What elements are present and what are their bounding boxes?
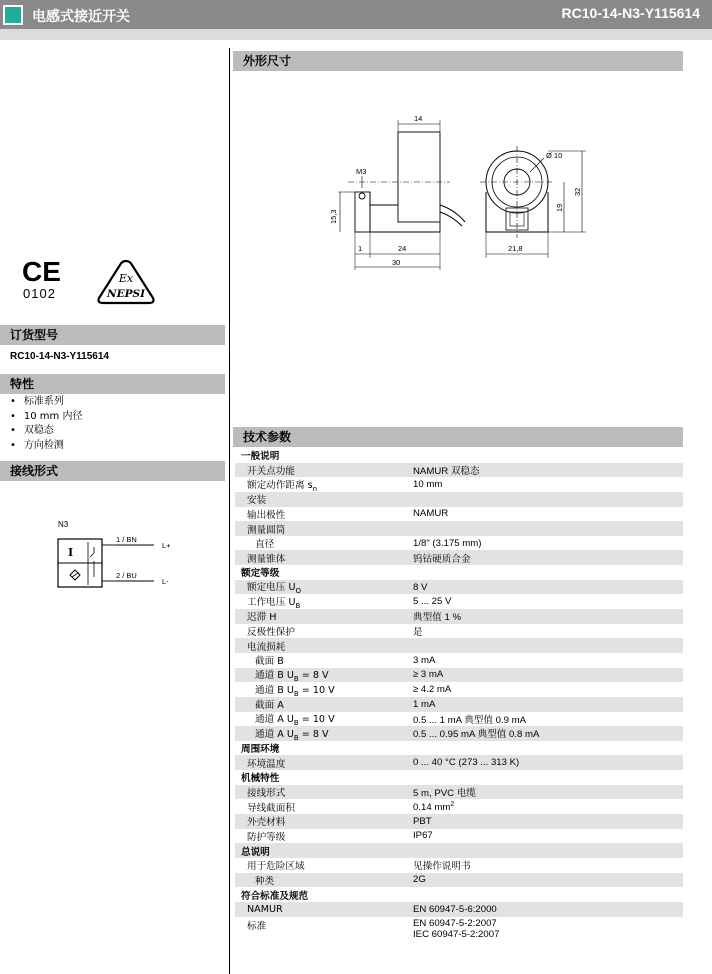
tech-row-value: IP67 [413,830,433,842]
section-wiring-heading: 接线形式 [0,461,225,481]
tech-row [235,550,683,565]
feature-item: • 双稳态 [10,424,82,439]
tech-row-value: 1 mA [413,698,436,710]
feature-item: • 10 mm 内径 [10,410,82,425]
tech-row-label: 工作电压 $U_B$ [247,596,301,610]
tech-row-value: 见操作说明书 [413,861,471,873]
tech-group-heading [235,843,683,858]
nepsi-label: NEPSI [107,288,145,300]
tech-row [235,697,683,712]
terminal-minus: L- [162,577,169,586]
tech-row-value: PBT [413,815,432,827]
tech-row [235,829,683,844]
tech-row-label: 通道 B $U_B = 8$ V [255,669,329,683]
tech-row [235,785,683,800]
tech-row [235,521,683,536]
tech-row-value: 3 mA [413,654,436,666]
tech-data-table [235,448,683,943]
tech-row [235,902,683,917]
tech-row-value: 5 m, PVC 电缆 [413,788,476,800]
tech-row-label: 通道 A $U_B = 8$ V [255,728,329,742]
tech-row-value: ≥ 4.2 mA [413,684,452,696]
section-tech-heading: 技术参数 [233,427,683,447]
tech-row [235,653,683,668]
section-dimensions-heading: 外形尺寸 [233,51,683,71]
tech-row-value: NAMUR 双稳态 [413,465,480,477]
tech-row [235,609,683,624]
tech-row-label: 截面 A [255,700,284,712]
dimension-drawing [320,110,610,280]
tech-group-label: 额定等级 [241,568,280,580]
tech-row-value: 1/8" (3.175 mm) [413,537,482,549]
dim-19: 19 [555,203,564,212]
dim-14: 14 [414,114,423,123]
tech-row-label: 标准 [247,920,267,932]
tech-row-label: 测量锥体 [247,553,286,565]
tech-row-label: 外壳材料 [247,817,286,829]
tech-row-value: 2G [413,874,426,886]
tech-row [235,594,683,609]
brand-square-icon [3,5,23,25]
tech-row [235,814,683,829]
tech-row-value: 0 ... 40 °C (273 ... 313 K) [413,757,520,769]
tech-row [235,463,683,478]
tech-row [235,638,683,653]
tech-row-label: 额定动作距离 $s_n$ [247,479,318,493]
header-model-number: RC10-14-N3-Y115614 [561,5,700,21]
column-divider [229,48,230,974]
tech-row [235,917,683,943]
tech-row-label: 环境温度 [247,758,286,770]
tech-row-value: EN 60947-5-2:2007 IEC 60947-5-2:2007 [413,917,500,940]
tech-row-value: 典型值 1 % [413,612,461,624]
dim-diameter-10: Ø 10 [546,151,563,160]
tech-group-heading [235,887,683,902]
tech-row-label: 反极性保护 [247,627,295,638]
tech-row-label: 种类 [255,875,275,887]
tech-row [235,668,683,683]
sensor-symbol: I [68,546,74,559]
tech-row-label: 防护等级 [247,831,286,843]
tech-row [235,624,683,639]
tech-row-label: 用于危险区域 [247,861,305,873]
tech-row-label: 输出极性 [247,509,286,521]
tech-row [235,536,683,551]
tech-row-label: 开关点功能 [247,465,295,477]
tech-row-value: 0.14 $mm^2$ [413,800,455,813]
tech-row-label: NAMUR [247,903,283,915]
tech-group-heading [235,770,683,785]
sensor-side-view [398,132,440,222]
tech-row [235,799,683,814]
order-model-number: RC10-14-N3-Y115614 [10,351,109,362]
tech-group-label: 一般说明 [241,451,280,463]
tech-row [235,477,683,492]
tech-row-value: EN 60947-5-6:2000 [413,903,497,915]
tech-row [235,755,683,770]
ex-label: Ex [118,272,134,285]
tech-row [235,507,683,522]
nepsi-ex-icon [94,258,158,306]
dim-m3: M3 [356,167,367,176]
tech-row-value: 0.5 ... 0.95 mA 典型值 0.8 mA [413,729,540,741]
dim-24: 24 [398,244,407,253]
tech-row-value: 是 [413,627,423,638]
ce-number: 0102 [23,286,56,301]
cable [440,205,465,226]
wiring-label: N3 [58,520,69,529]
section-features-heading: 特性 [0,374,225,394]
feature-item: • 方向检测 [10,439,82,454]
tech-row-label: 安装 [247,495,267,507]
tech-row [235,858,683,873]
tech-group-label: 周围环境 [241,744,280,756]
dim-15-3: 15,3 [329,209,338,224]
tech-row-label: 测量圆筒 [247,524,286,536]
tech-group-heading [235,741,683,756]
tech-row [235,682,683,697]
features-list [10,395,82,453]
wire2-label: 2 / BU [116,571,137,580]
tech-group-label: 符合标准及规范 [241,890,309,902]
tech-row [235,712,683,727]
section-order-heading: 订货型号 [0,325,225,345]
tech-row-label: 电流损耗 [247,641,286,653]
tech-row-value: 10 mm [413,479,443,491]
header-bar [0,0,712,29]
dim-30: 30 [392,258,401,267]
tech-row-value: 8 V [413,581,428,593]
tech-row-label: 截面 B [255,656,284,668]
tech-group-label: 总说明 [241,846,270,858]
terminal-plus: L+ [162,541,171,550]
tech-row-label: 迟滞 H [247,612,277,624]
tech-group-heading [235,448,683,463]
tech-row-value: ≥ 3 mA [413,669,444,681]
ce-mark-icon: CE [22,256,61,287]
tech-row-label: 接线形式 [247,788,286,800]
wire1-label: 1 / BN [116,535,137,544]
tech-row-value: 0.5 ... 1 mA 典型值 0.9 mA [413,714,527,726]
tech-row-value: 5 ... 25 V [413,596,452,608]
header-subbar [0,29,712,40]
tech-row-label: 直径 [255,539,275,551]
tech-row-label: 导线截面积 [247,802,295,814]
tech-row [235,492,683,507]
m3-screw-icon [359,193,365,199]
dim-1: 1 [358,244,363,253]
dim-21-8: 21,8 [508,244,523,253]
tech-row-value: NAMUR [413,508,449,520]
tech-row-label: 通道 A $U_B = 10$ V [255,713,335,727]
tech-row-label: 通道 B $U_B = 10$ V [255,684,335,698]
tech-row-label: 额定电压 $U_O$ [247,582,301,596]
page-title: 电感式接近开关 [32,9,130,25]
tech-row-value: 钨钴硬质合金 [413,553,471,565]
tech-group-label: 机械特性 [241,773,280,785]
tech-row [235,873,683,888]
feature-item: • 标准系列 [10,395,82,410]
tech-group-heading [235,565,683,580]
wiring-diagram [50,515,190,595]
tech-row [235,580,683,595]
tech-row [235,726,683,741]
dim-32: 32 [573,187,582,196]
